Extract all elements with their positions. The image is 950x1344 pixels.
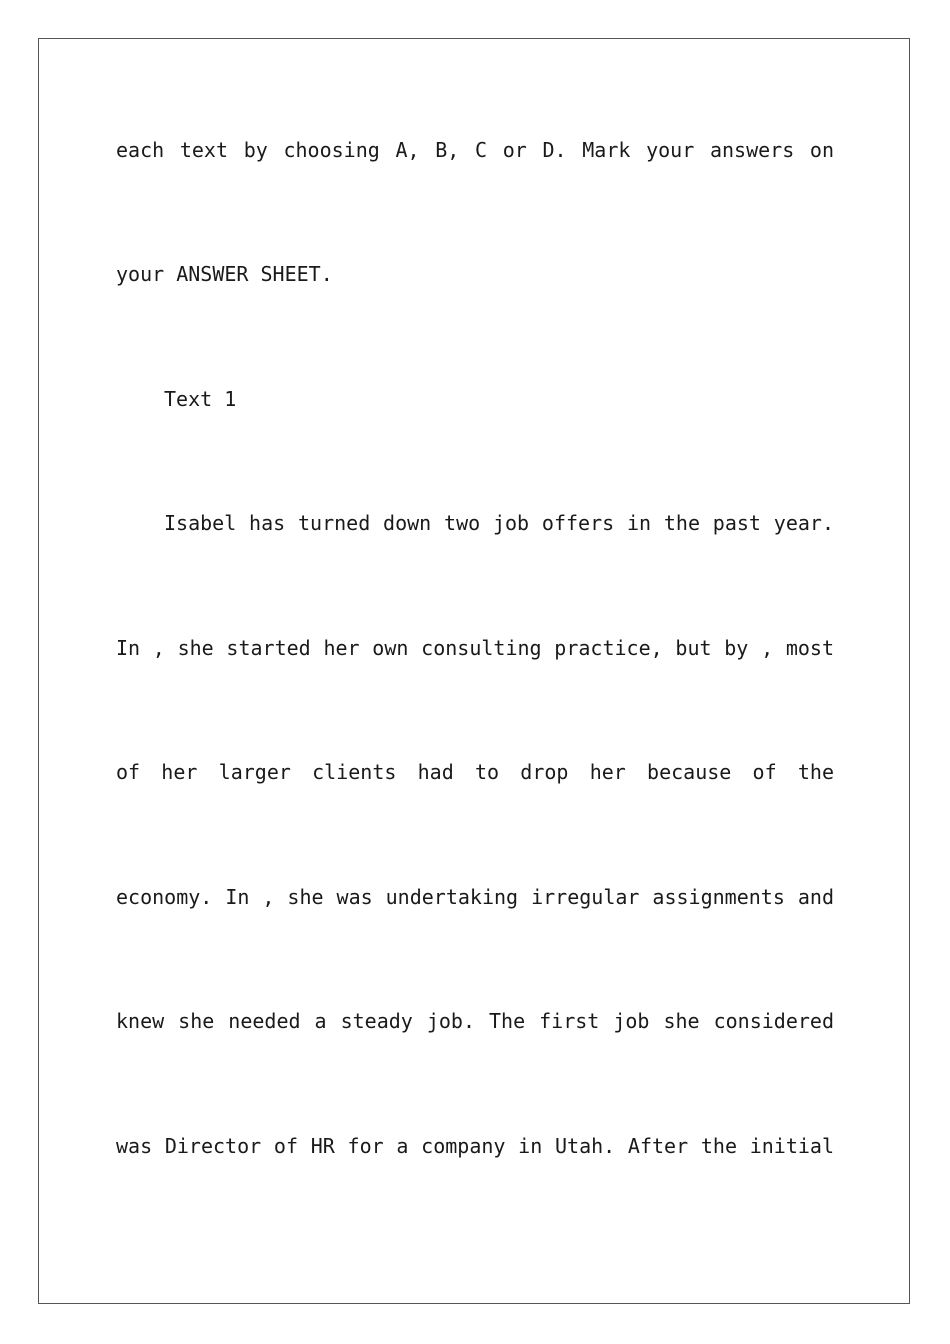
passage-line-4: economy. In , she was undertaking irregular assignments and [116,885,834,909]
passage-line-6: was Director of HR for a company in Utah. After the initial [116,1134,834,1158]
instruction-line-2: your ANSWER SHEET. [116,262,333,286]
instruction-line-1: each text by choosing A, B, C or D. Mark your answers on [116,138,834,162]
page-frame [38,38,910,1304]
passage-line-2: In , she started her own consulting practice, but by , most [116,636,834,660]
passage-line-3: of her larger clients had to drop her because of the [116,760,834,784]
text-heading: Text 1 [164,387,237,411]
passage-line-5: knew she needed a steady job. The first job she considered [116,1009,834,1033]
passage-line-1: Isabel has turned down two job offers in the past year. [164,511,834,535]
